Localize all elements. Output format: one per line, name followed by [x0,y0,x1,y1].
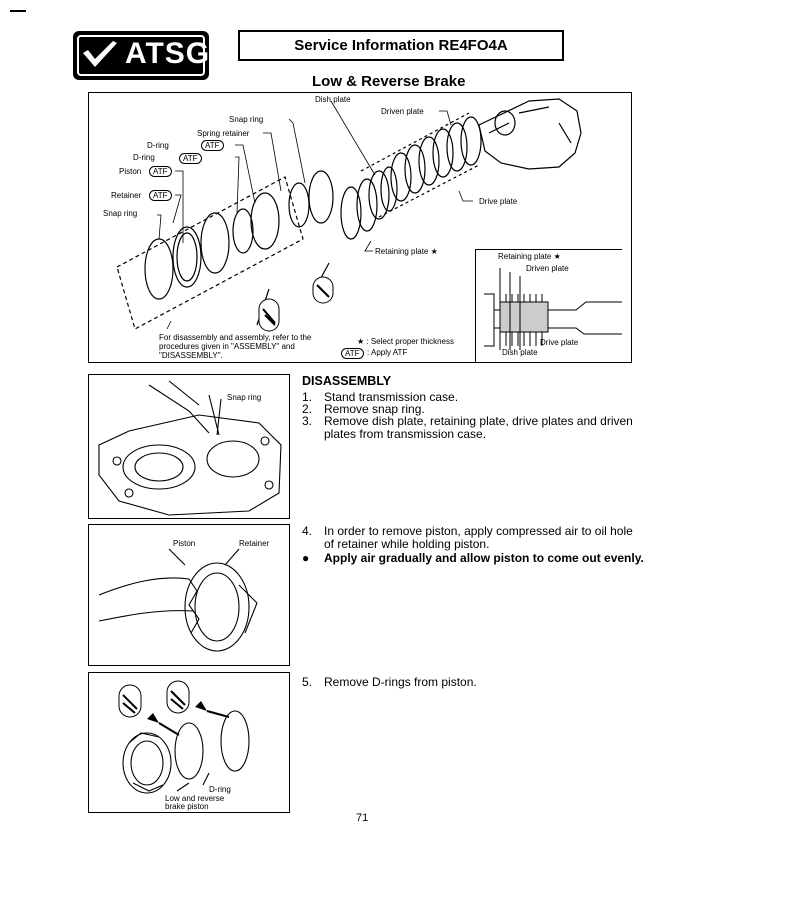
page-header-title: Service Information RE4FO4A [294,37,508,54]
label-piston: Piston [119,167,142,176]
step-4: 4. In order to remove piston, apply compressed air to oil hole of retainer while holding piston. [302,524,633,551]
logo-text: ATSG [125,37,211,70]
atf-badge: ATF [149,190,172,201]
legend-atf: : Apply ATF [367,348,408,357]
step-note-bullet: ● Apply air gradually and allow piston to come out evenly. [302,551,644,565]
atsg-logo [73,31,209,80]
label-drive-plate: Drive plate [479,197,518,206]
photo-d-rings-drawing [89,673,291,814]
step-5: 5. Remove D-rings from piston. [302,675,477,689]
page-number: 71 [356,812,369,824]
inset-label-retaining-plate: Retaining plate ★ [498,252,561,261]
section-title: Low & Reverse Brake [312,73,466,90]
photo2-label-piston: Piston [173,539,196,548]
label-dish-plate: Dish plate [315,95,351,104]
legend-star: ★ : Select proper thickness [357,337,454,346]
step-3: 3. Remove dish plate, retaining plate, drive plates and driven plates from transmission case. [302,414,633,441]
legend-atf-badge: ATF [341,348,364,359]
inset-label-driven-plate: Driven plate [526,264,569,273]
label-snap-ring: Snap ring [103,209,138,218]
label-d-ring-2: D-ring [133,153,155,162]
exploded-diagram [88,92,632,363]
photo-d-rings [88,672,290,813]
photo3-label-dring: D-ring [209,785,231,794]
label-driven-plate: Driven plate [381,107,424,116]
inset-detail [475,249,622,362]
inset-label-dish-plate: Dish plate [502,348,538,357]
label-retaining-plate: Retaining plate ★ [375,247,438,256]
label-d-ring-1: D-ring [147,141,169,150]
step-1: 1. Stand transmission case. [302,390,459,404]
photo3-label-piston: Low and reverse brake piston [165,794,225,811]
photo-snap-ring [88,374,290,519]
header-box [238,30,564,61]
disassembly-heading: DISASSEMBLY [302,374,392,388]
label-snap-ring-top: Snap ring [229,115,264,124]
diagram-note: For disassembly and assembly, refer to the procedures given in "ASSEMBLY" and "DISASSEMBLY". [159,333,312,360]
atf-badge: ATF [179,153,202,164]
label-retainer: Retainer [111,191,142,200]
atf-badge: ATF [149,166,172,177]
inset-label-drive-plate: Drive plate [540,338,579,347]
photo-piston-retainer [88,524,290,666]
step-2: 2. Remove snap ring. [302,402,425,416]
photo2-label-retainer: Retainer [239,539,270,548]
corner-mark [10,10,26,12]
atf-badge: ATF [201,140,224,151]
photo1-label-snap-ring: Snap ring [227,393,262,402]
label-spring-retainer: Spring retainer [197,129,250,138]
